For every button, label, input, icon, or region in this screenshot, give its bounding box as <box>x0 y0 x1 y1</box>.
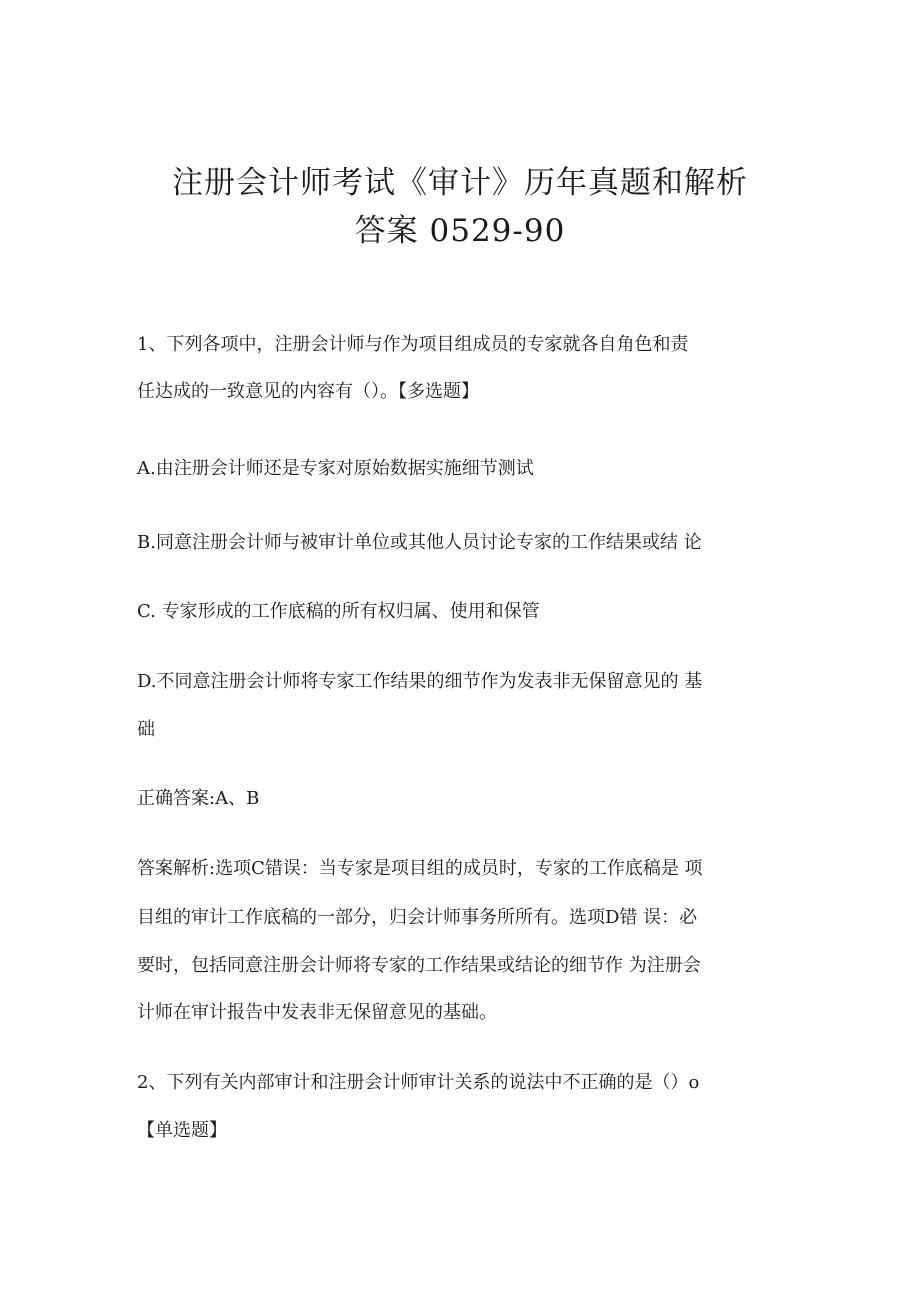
question1-option-d-line1: D.不同意注册会计师将专家工作结果的细节作为发表非无保留意见的 基 <box>137 671 703 692</box>
question1-option-b: B.同意注册会计师与被审计单位或其他人员讨论专家的工作结果或结 论 <box>137 532 702 553</box>
document-title-line2: 答案 0529-90 <box>354 213 566 249</box>
question1-explanation-line2: 目组的审计工作底稿的一部分，归会计师事务所所有。选项D错 误：必 <box>137 907 698 928</box>
question2-stem-line1: 2、下列有关内部审计和注册会计师审计关系的说法中不正确的是（）o <box>137 1072 700 1093</box>
question1-option-c: C. 专家形成的工作底稿的所有权归属、使用和保管 <box>137 601 540 622</box>
question1-option-a: A.由注册会计师还是专家对原始数据实施细节测试 <box>137 458 534 479</box>
question1-option-d-line2: 础 <box>137 719 155 740</box>
question1-answer: 正确答案:A、B <box>137 788 260 809</box>
document-title-line1: 注册会计师考试《审计》历年真题和解析 <box>172 165 748 201</box>
question1-explanation-line1: 答案解析:选项C错误：当专家是项目组的成员时，专家的工作底稿是 项 <box>137 858 703 879</box>
question1-explanation-line3: 要时，包括同意注册会计师将专家的工作结果或结论的细节作 为注册会 <box>137 955 701 976</box>
question1-explanation-line4: 计师在审计报告中发表非无保留意见的基础。 <box>137 1002 497 1023</box>
question1-stem-line2: 任达成的一致意见的内容有（）。【多选题】 <box>137 381 479 402</box>
question1-stem-line1: 1、下列各项中，注册会计师与作为项目组成员的专家就各自角色和责 <box>137 334 689 355</box>
question2-stem-line2: 【单选题】 <box>137 1120 227 1141</box>
